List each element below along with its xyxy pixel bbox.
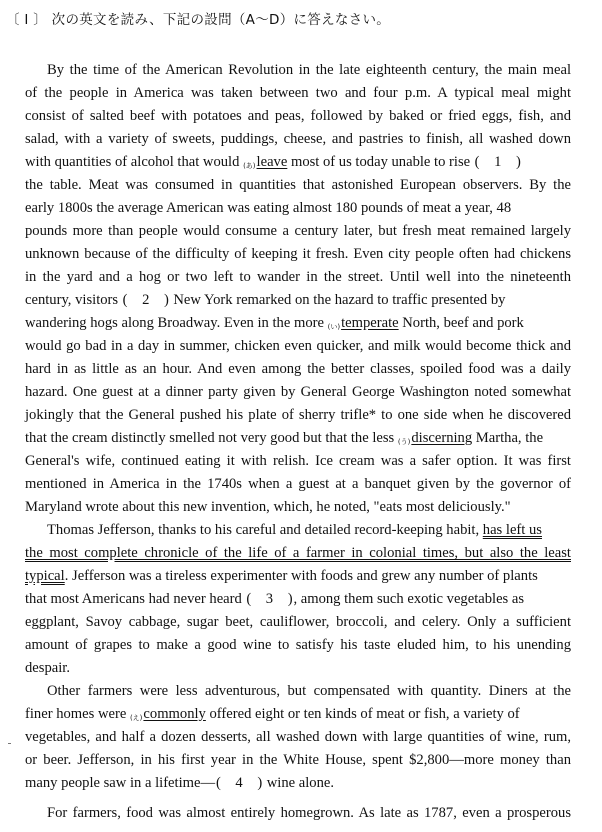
p2-line-4 (25, 588, 571, 611)
p1-line-14: hard in as little as an hour. And even among the better classes, spoiled food was a daily (25, 361, 571, 377)
p1-line-11-text-a: century, visitors (25, 292, 122, 308)
p1-line-4: salad, with a variety of sweets, puddings, cheese, and pastries to finish, all washed down (25, 131, 571, 147)
double-underlined-phrase-end: typical (25, 568, 65, 584)
blank-1: ( 1 ) (474, 154, 521, 170)
p2-line-3 (25, 565, 571, 588)
p1-line-5-text-a: with quantities of alcohol that would (25, 154, 244, 170)
p1-line-11 (25, 289, 571, 312)
p1-line-8: pounds more than people would consume a century later, but fresh meat remained largely (25, 223, 571, 239)
p1-line-1: By the time of the American Revolution in the late eighteenth century, the main meal (47, 62, 571, 78)
p3-line-1: Other farmers were less adventurous, but compensated with quantity. Diners at the (47, 683, 571, 699)
scan-mark (8, 743, 11, 744)
underlined-word-temperate: temperate (341, 315, 399, 331)
p1-line-10: in the yard and a hog or two left to wander in the street. Until well into the nineteenth (25, 269, 571, 285)
p1-line-20: Maryland wrote about this new invention, which, he noted, "eats most deliciously." (25, 499, 511, 515)
p1-line-16: jokingly that the General pushed his plate of sherry trifle* to one side when he discovered (25, 407, 571, 423)
blank-4: ( 4 ) (215, 775, 263, 791)
p1-line-19: mentioned in America in the 1740s when a guest at a banquet given by the governor of (25, 476, 571, 492)
p1-line-13: would go bad in a day in summer, chicken even quicker, and milk would become thick and (25, 338, 571, 354)
blank-2: ( 2 ) (122, 292, 169, 308)
blank-3: ( 3 ) (246, 591, 293, 607)
p2-line-4-text-a: that most Americans had never heard (25, 591, 246, 607)
mark-i: (い) (327, 323, 341, 331)
p3-line-5 (25, 772, 571, 795)
p1-line-15: hazard. One guest at a dinner party given by General George Washington noted somewhat (25, 384, 571, 400)
p4-line-1: For farmers, food was almost entirely homegrown. As late as 1787, even a prosperous (47, 805, 571, 821)
double-underlined-phrase-start: has left us (482, 522, 542, 538)
p1-line-6: the table. Meat was consumed in quantities that astonished European observers. By the (25, 177, 571, 193)
p2-line-2: the most complete chronicle of the life of a farmer in colonial times, but also the least (25, 545, 571, 561)
mark-e: (え) (129, 714, 143, 722)
p3-line-5-text-a: many people saw in a lifetime— (25, 775, 216, 791)
p1-line-2: of the people in America was taken between two and four p.m. A typical meal might (25, 85, 571, 101)
p1-line-17-text-b: Martha, the (472, 430, 544, 446)
p1-line-17-text-a: that the cream distinctly smelled not very good but that the less (25, 430, 398, 446)
p3-line-2-text-a: finer homes were (25, 706, 130, 722)
section-header: 〔 I 〕 次の英文を読み、下記の設問（A〜D）に答えなさい。 (6, 12, 391, 28)
p2-line-4-text-b: , among them such exotic vegetables as (293, 591, 525, 607)
p1-line-7: early 1800s the average American was eating almost 180 pounds of meat a year, 48 (25, 200, 512, 216)
p1-line-12-text-a: wandering hogs along Broadway. Even in the more (25, 315, 328, 331)
p1-line-5-text-b: most of us today unable to rise (287, 154, 474, 170)
p1-line-3: consist of salted beef with potatoes and peas, followed by baked or fried eggs, fish, and (25, 108, 571, 124)
p1-line-11-text-b: New York remarked on the hazard to traffic presented by (169, 292, 506, 308)
p2-line-7: despair. (25, 660, 70, 676)
mark-u: (う) (397, 438, 411, 446)
p2-line-1 (47, 519, 571, 542)
p1-line-18: General's wife, continued eating it with relish. Ice cream was a safer option. It was first (25, 453, 571, 469)
underlined-word-leave: leave (256, 154, 288, 170)
p2-line-3-text-b: . Jefferson was a tireless experimenter with foods and grew any number of plants (64, 568, 538, 584)
p3-line-3: vegetables, and half a dozen desserts, all washed down with large quantities of wine, rum, (25, 729, 571, 745)
p2-line-1-text-a: Thomas Jefferson, thanks to his careful and detailed record-keeping habit, (47, 522, 483, 538)
underlined-word-discerning: discerning (411, 430, 473, 446)
p1-line-12-text-b: North, beef and pork (398, 315, 524, 331)
underlined-word-commonly: commonly (143, 706, 206, 722)
p3-line-5-text-b: wine alone. (263, 775, 334, 791)
p3-line-4: or beer. Jefferson, in his first year in the White House, spent $2,800—more money than (25, 752, 571, 768)
mark-a: (あ) (243, 162, 256, 170)
p2-line-5: eggplant, Savoy cabbage, sugar beet, cauliflower, broccoli, and celery. Only a sufficient (25, 614, 571, 630)
p2-line-6: amount of grapes to make a good wine to satisfy his taste eluded him, to his unending (25, 637, 571, 653)
p3-line-2-text-b: offered eight or ten kinds of meat or fish, a variety of (205, 706, 520, 722)
p1-line-9: unknown because of the difficulty of keeping it fresh. Even city people often had chickens (25, 246, 571, 262)
